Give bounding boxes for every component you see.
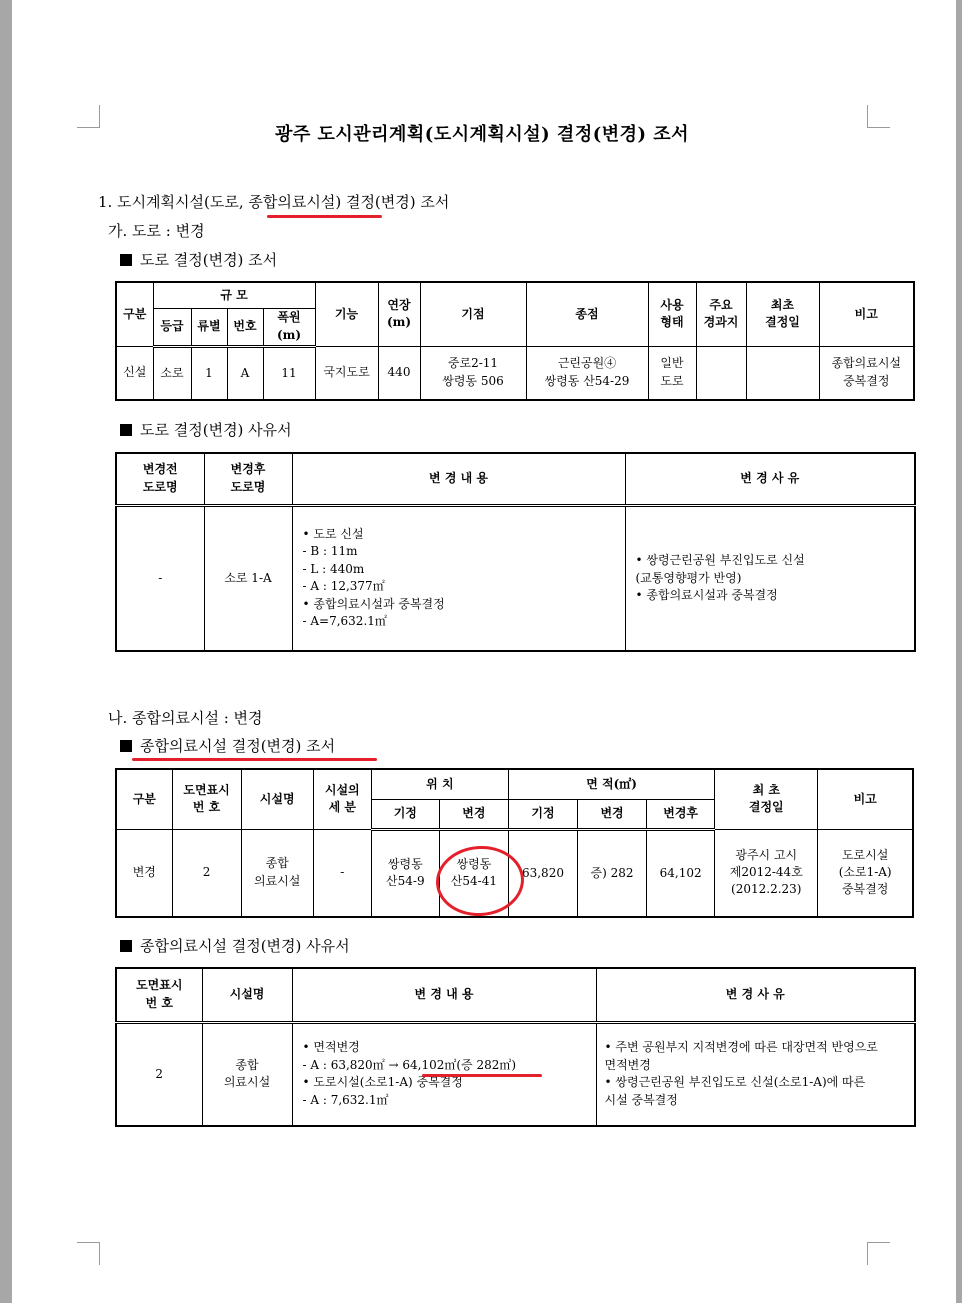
header-cell: 시설명: [202, 968, 292, 1022]
square-bullet-icon: [120, 940, 132, 952]
list-item: • 종합의료시설과 중복결정: [302, 596, 445, 611]
cell: 쌍령동 산54-9: [371, 829, 439, 917]
list-item: • 면적변경: [302, 1040, 360, 1055]
cell: 종합 의료시설: [241, 829, 313, 917]
cell: 1: [191, 346, 227, 400]
list-item: - A : 63,820㎡ → 64,102㎡(증 282㎡): [302, 1057, 517, 1072]
cell: -: [313, 829, 371, 917]
header-cell: 폭원 (m): [263, 308, 315, 346]
square-bullet-icon: [120, 254, 132, 266]
document-title: 광주 도시관리계획(도시계획시설) 결정(변경) 조서: [274, 124, 690, 145]
cell: 440: [378, 346, 420, 400]
crop-mark: [867, 1242, 890, 1265]
cell: 광주시 고시 제2012-44호 (2012.2.23): [715, 829, 818, 917]
header-cell: 기정: [371, 799, 439, 829]
header-cell: 변경후 도로명: [204, 453, 292, 505]
cell: -: [116, 505, 204, 651]
bullet-list: [636, 552, 913, 604]
cell: 신설: [116, 346, 153, 400]
header-cell: 변 경 사 유: [625, 453, 915, 505]
cell: 일반 도로: [648, 346, 696, 400]
cell: 중로2-11 쌍령동 506: [420, 346, 526, 400]
table-title: 종합의료시설 결정(변경) 사유서: [120, 935, 350, 956]
table-row: [116, 505, 915, 651]
list-item: • 쌍령근린공원 부진입도로 신설(소로1-A)에 따른: [604, 1075, 866, 1090]
medical-reason-table: [115, 967, 916, 1127]
header-cell: 번호: [227, 308, 263, 346]
header-cell: 종점: [526, 282, 648, 346]
header-cell: 기정: [508, 799, 577, 829]
cell: 증) 282: [578, 829, 647, 917]
red-underline-annotation: [422, 1074, 542, 1077]
reason-cell: [596, 1022, 915, 1126]
cell: 국지도로: [315, 346, 378, 400]
cell: 2: [116, 1022, 202, 1126]
header-cell: 류별: [191, 308, 227, 346]
header-cell: 주요 경과지: [696, 282, 746, 346]
header-cell: 기점: [420, 282, 526, 346]
cell: 11: [263, 346, 315, 400]
cell: A: [227, 346, 263, 400]
cell: 도로시설 (소로1-A) 중복결정: [818, 829, 913, 917]
list-item: - B : 11m: [302, 544, 358, 559]
document-page: [12, 0, 956, 1303]
cell: 2: [172, 829, 241, 917]
cell: 변경: [116, 829, 172, 917]
crop-mark: [77, 1242, 100, 1265]
list-item: • 도로 신설: [302, 527, 364, 542]
cell: [746, 346, 819, 400]
header-cell: 변 경 내 용: [292, 453, 625, 505]
road-reason-table: [115, 452, 916, 652]
red-underline-annotation: [132, 758, 377, 761]
table-title: 도로 결정(변경) 사유서: [120, 419, 292, 440]
header-cell: 등급: [153, 308, 191, 346]
list-item: • 종합의료시설과 중복결정: [635, 587, 778, 602]
list-item: - L : 440m: [302, 561, 365, 576]
cell: 종합의료시설 중복결정: [819, 346, 914, 400]
header-cell: 면 적(㎡): [508, 769, 714, 799]
header-cell: 사용 형태: [648, 282, 696, 346]
reason-cell: [625, 505, 915, 651]
header-cell: 최초 결정일: [746, 282, 819, 346]
list-item: • 쌍령근린공원 부진입도로 신설: [635, 553, 805, 568]
header-cell: 위 치: [371, 769, 508, 799]
list-item: • 도로시설(소로1-A) 중복결정: [302, 1075, 463, 1090]
list-item: 면적변경: [604, 1057, 651, 1072]
road-decision-table: [115, 281, 915, 401]
header-cell: 도면표시 번 호: [116, 968, 202, 1022]
header-cell: 규 모: [153, 282, 315, 308]
header-cell: 연장 (m): [378, 282, 420, 346]
cell: [696, 346, 746, 400]
header-cell: 도면표시 번 호: [172, 769, 241, 829]
cell: 64,102: [647, 829, 715, 917]
list-item: - A : 12,377㎡: [302, 579, 385, 594]
header-cell: 변경: [578, 799, 647, 829]
header-cell: 구분: [116, 769, 172, 829]
subsection-heading: 가. 도로 : 변경: [108, 222, 205, 240]
cell: 소로: [153, 346, 191, 400]
red-underline-annotation: [267, 215, 382, 218]
header-cell: 기능: [315, 282, 378, 346]
subsection-heading: 나. 종합의료시설 : 변경: [108, 709, 263, 727]
header-cell: 시설명: [241, 769, 313, 829]
cell: 쌍령동 산54-41: [439, 829, 508, 917]
header-cell: 변 경 사 유: [596, 968, 915, 1022]
content-cell: [292, 505, 625, 651]
cell: 소로 1-A: [204, 505, 292, 651]
header-cell: 구분: [116, 282, 153, 346]
list-item: • 주변 공원부지 지적변경에 따른 대장면적 반영으로: [604, 1040, 878, 1055]
list-item: - A=7,632.1㎡: [302, 614, 387, 629]
square-bullet-icon: [120, 424, 132, 436]
header-cell: 변경: [439, 799, 508, 829]
section-heading: 1. 도시계획시설(도로, 종합의료시설) 결정(변경) 조서: [98, 193, 450, 211]
header-cell: 시설의 세 분: [313, 769, 371, 829]
square-bullet-icon: [120, 740, 132, 752]
list-item: - A : 7,632.1㎡: [302, 1092, 389, 1107]
header-cell: 변경후: [647, 799, 715, 829]
cell: 63,820: [508, 829, 577, 917]
list-item: 시설 중복결정: [604, 1092, 678, 1107]
table-title: 도로 결정(변경) 조서: [120, 249, 277, 270]
table-row: [116, 346, 914, 400]
bullet-list: [303, 526, 623, 630]
cell: 근린공원④ 쌍령동 산54-29: [526, 346, 648, 400]
header-cell: 비고: [819, 282, 914, 346]
list-item: (교통영향평가 반영): [635, 570, 742, 585]
cell: 종합 의료시설: [202, 1022, 292, 1126]
header-cell: 변경전 도로명: [116, 453, 204, 505]
table-title: 종합의료시설 결정(변경) 조서: [120, 735, 335, 756]
header-cell: 변 경 내 용: [292, 968, 596, 1022]
bullet-list: [605, 1039, 913, 1109]
header-cell: 비고: [818, 769, 913, 829]
header-cell: 최 초 결정일: [715, 769, 818, 829]
